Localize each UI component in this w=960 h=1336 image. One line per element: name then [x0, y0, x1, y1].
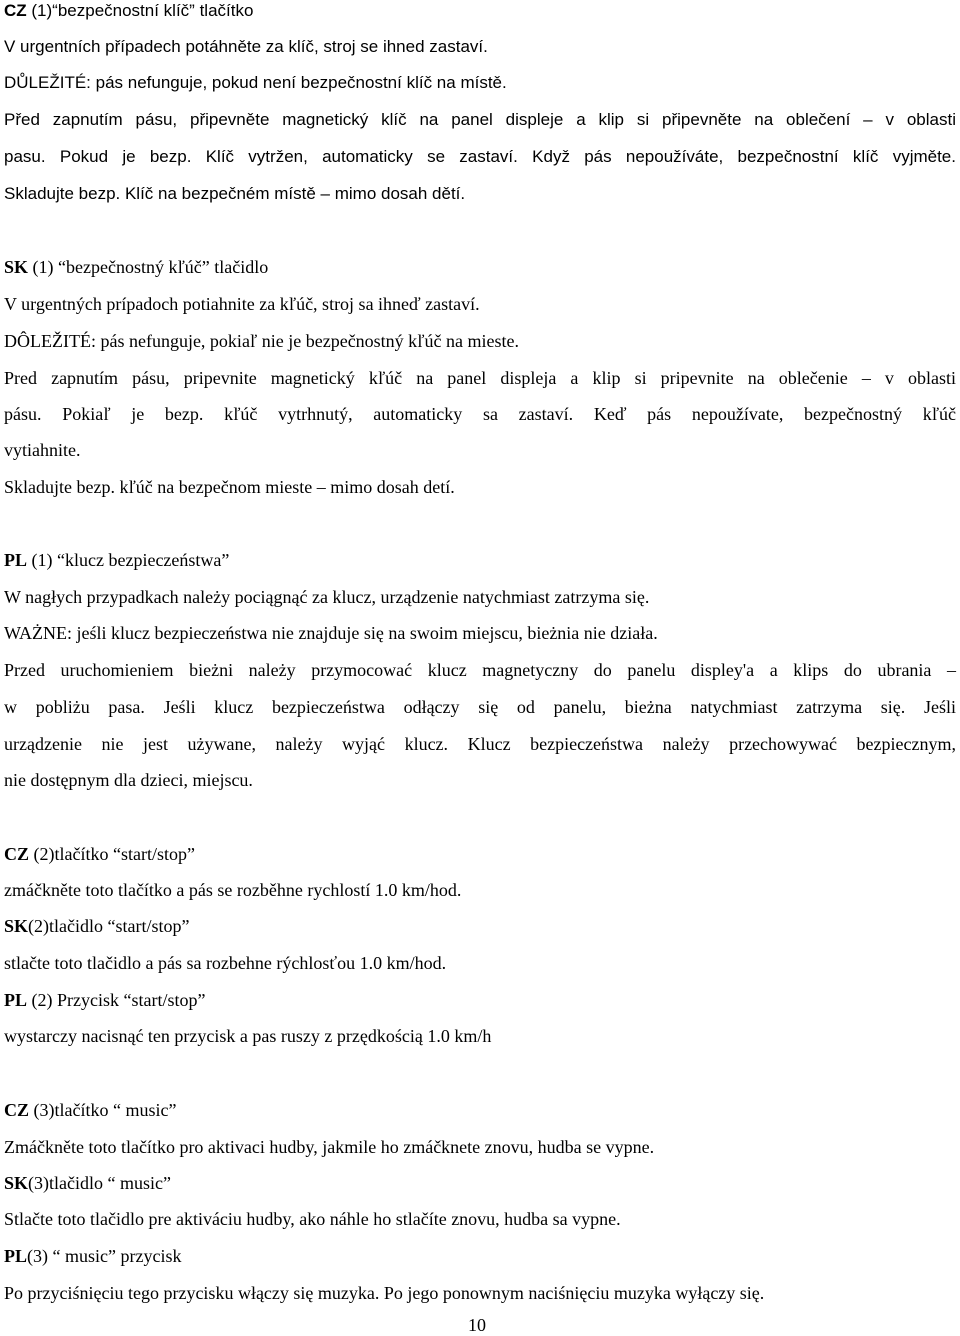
heading-text: (1) “bezpečnostný kľúč” tlačidlo — [28, 257, 269, 277]
paragraph-line: WAŻNE: jeśli klucz bezpieczeństwa nie znajduje się na swoim miejscu, bieżnia nie działa. — [4, 623, 658, 643]
heading-text: (2)tlačítko “start/stop” — [29, 844, 195, 864]
section-heading-key-pl — [4, 549, 229, 571]
section-heading-start-pl — [4, 989, 205, 1011]
lang-code: SK — [4, 916, 29, 936]
paragraph-line: DÔLEŽITÉ: pás nefunguje, pokiaľ nie je bezpečnostný kľúč na mieste. — [4, 331, 519, 351]
paragraph-line: W nagłych przypadkach należy pociągnąć za klucz, urządzenie natychmiast zatrzyma się. — [4, 587, 650, 607]
lang-code: SK — [4, 257, 29, 277]
lang-code: PL — [4, 550, 28, 570]
section-heading-music-sk — [4, 1172, 171, 1194]
section-heading-key-cz — [4, 0, 253, 22]
paragraph-line: Przed uruchomieniem bieżni należy przymocować klucz magnetyczny do panelu displey'a a klips do ubrania – — [4, 660, 956, 680]
heading-text: (3) “ music” przycisk — [27, 1246, 182, 1266]
paragraph-line: V urgentných prípadoch potiahnite za kľúč, stroj sa ihneď zastaví. — [4, 294, 480, 314]
paragraph-line: zmáčkněte toto tlačítko a pás se rozběhne rychlostí 1.0 km/hod. — [4, 880, 462, 900]
paragraph-line: Skladujte bezp. Klíč na bezpečném místě – mimo dosah dětí. — [4, 184, 466, 203]
paragraph-line: w pobliżu pasa. Jeśli klucz bezpieczeństwa odłączy się od panelu, bieżna natychmiast zatrzyma się. Jeśli — [4, 697, 956, 717]
paragraph-line: V urgentních případech potáhněte za klíč, stroj se ihned zastaví. — [4, 37, 488, 56]
lang-code: PL — [4, 990, 28, 1010]
heading-text: (2)tlačidlo “start/stop” — [28, 916, 190, 936]
paragraph-line: nie dostępnym dla dzieci, miejscu. — [4, 770, 253, 790]
paragraph-line: Před zapnutím pásu, připevněte magnetický klíč na panel displeje a klip si připevněte na oblečení – v oblasti — [4, 110, 956, 129]
lang-code: CZ — [4, 1100, 30, 1120]
lang-code: CZ — [4, 844, 30, 864]
page-number: 10 — [468, 1315, 486, 1335]
paragraph-line: vytiahnite. — [4, 440, 81, 460]
heading-text: (3)tlačítko “ music” — [29, 1100, 177, 1120]
section-heading-music-cz — [4, 1099, 176, 1121]
section-heading-key-sk — [4, 256, 268, 278]
paragraph-line: pásu. Pokiaľ je bezp. kľúč vytrhnutý, automaticky sa zastaví. Keď pás nepoužívate, bezpečnostný kľúč — [4, 404, 956, 424]
paragraph-line: Stlačte toto tlačidlo pre aktiváciu hudby, ako náhle ho stlačíte znovu, hudba sa vypne. — [4, 1209, 621, 1229]
lang-code: PL — [4, 1246, 28, 1266]
section-heading-start-sk — [4, 915, 189, 937]
paragraph-line: urządzenie nie jest używane, należy wyjąć klucz. Klucz bezpieczeństwa należy przechowywać bezpiecznym, — [4, 734, 956, 754]
lang-code: SK — [4, 1173, 29, 1193]
paragraph-line: Pred zapnutím pásu, pripevnite magnetický kľúč na panel displeja a klip si pripevnite na oblečenie – v oblasti — [4, 368, 956, 388]
heading-text: (3)tlačidlo “ music” — [28, 1173, 171, 1193]
paragraph-line: stlačte toto tlačidlo a pás sa rozbehne rýchlosťou 1.0 km/hod. — [4, 953, 447, 973]
paragraph-line: Po przyciśnięciu tego przycisku włączy się muzyka. Po jego ponownym naciśnięciu muzyka wyłączy się. — [4, 1283, 765, 1303]
paragraph-line: DŮLEŽITÉ: pás nefunguje, pokud není bezpečnostní klíč na místě. — [4, 73, 507, 92]
paragraph-line: wystarczy nacisnąć ten przycisk a pas ruszy z przędkością 1.0 km/h — [4, 1026, 492, 1046]
section-heading-start-cz — [4, 843, 195, 865]
paragraph-line: Zmáčkněte toto tlačítko pro aktivaci hudby, jakmile ho zmáčknete znovu, hudba se vypne. — [4, 1137, 655, 1157]
heading-text: (1)“bezpečnostní klíč” tlačítko — [26, 1, 254, 20]
section-heading-music-pl — [4, 1245, 181, 1267]
heading-text: (2) Przycisk “start/stop” — [27, 990, 206, 1010]
paragraph-line: Skladujte bezp. kľúč na bezpečnom mieste – mimo dosah detí. — [4, 477, 455, 497]
heading-text: (1) “klucz bezpieczeństwa” — [27, 550, 230, 570]
lang-code: CZ — [4, 1, 27, 20]
paragraph-line: pasu. Pokud je bezp. Klíč vytržen, automaticky se zastaví. Když pás nepoužíváte, bezpečnostní klíč vyjměte. — [4, 147, 956, 166]
